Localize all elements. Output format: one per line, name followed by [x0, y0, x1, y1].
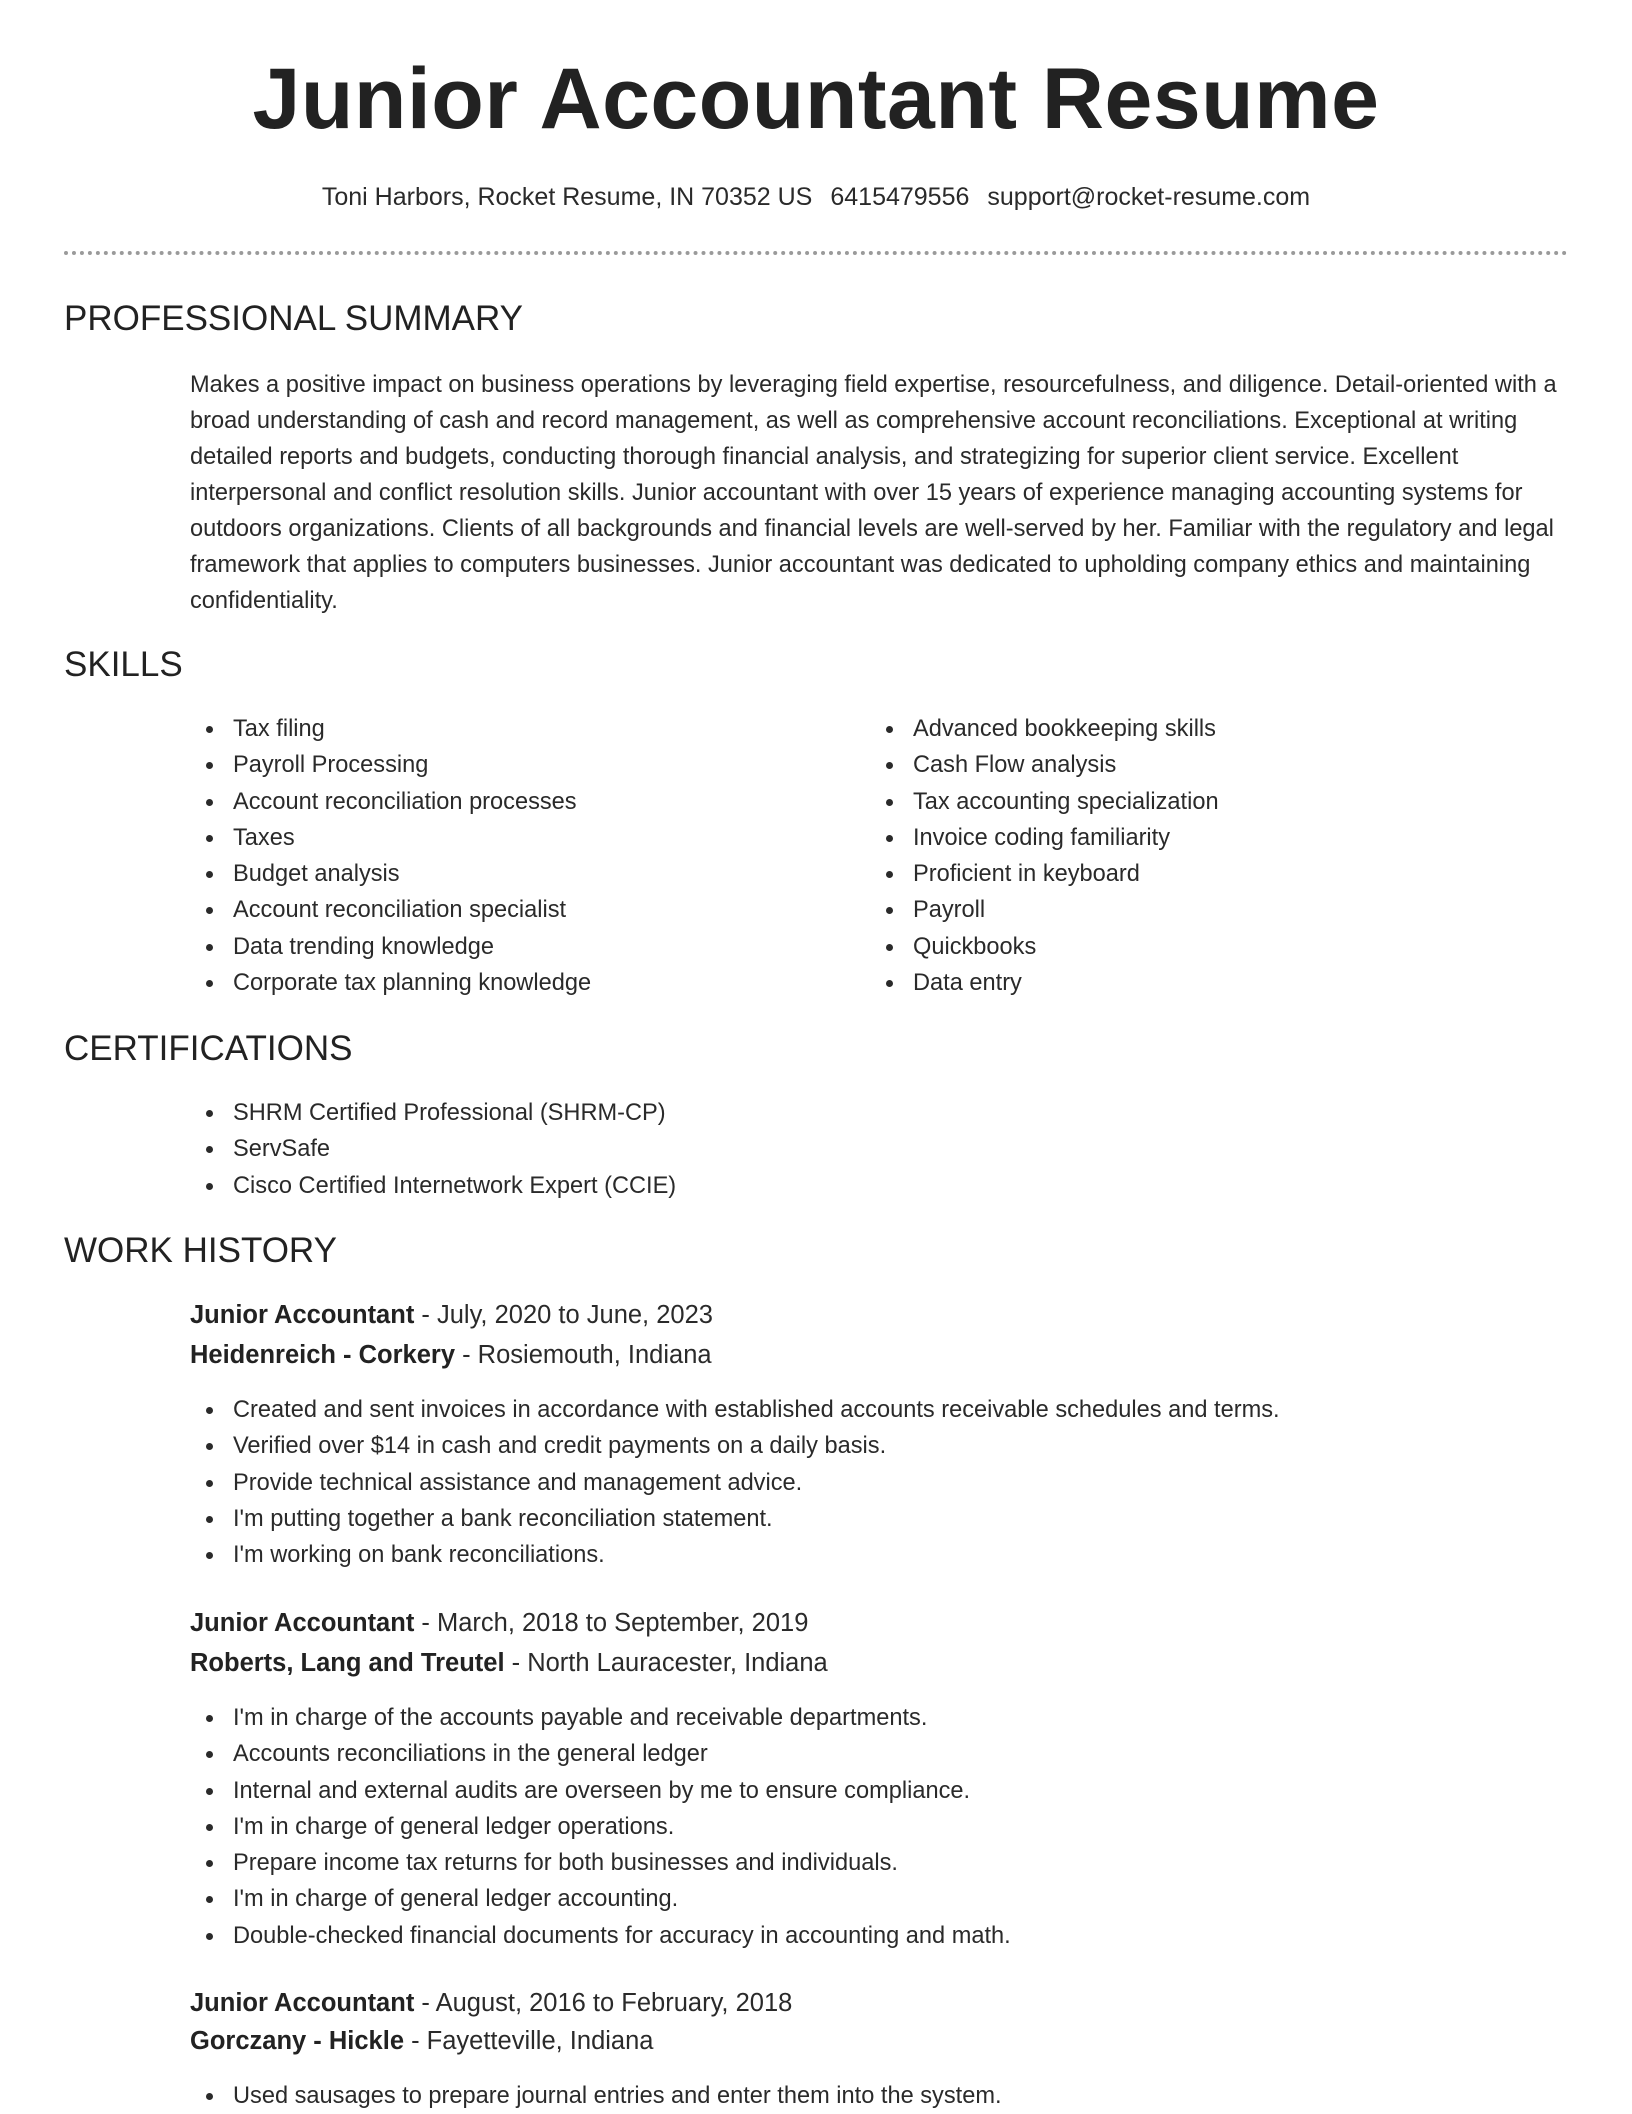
list-item: I'm working on bank reconciliations.	[190, 1537, 1280, 1573]
list-item: Provide technical assistance and management advice.	[190, 1465, 1280, 1501]
list-item: I'm putting together a bank reconciliation statement.	[190, 1501, 1280, 1537]
resume-title: Junior Accountant Resume	[252, 51, 1380, 147]
list-item: Tax filing	[190, 711, 591, 747]
job-dates: - August, 2016 to February, 2018	[414, 1989, 793, 2017]
list-item: ServSafe	[190, 1131, 676, 1167]
job-company: Gorczany - Hickle	[190, 2027, 404, 2055]
job-company: Heidenreich - Corkery	[190, 1341, 456, 1369]
job-title-line	[190, 1609, 808, 1638]
list-item: Prepare income tax returns for both businesses and individuals.	[190, 1845, 1011, 1881]
list-item: Corporate tax planning knowledge	[190, 965, 591, 1001]
certifications-list	[190, 1095, 676, 1204]
job-bullets	[190, 1392, 1280, 1573]
list-item: Used sausages to prepare journal entries and enter them into the system.	[190, 2078, 1002, 2114]
list-item: Payroll Processing	[190, 747, 591, 783]
job-location: - Rosiemouth, Indiana	[455, 1341, 712, 1369]
job-company-line	[190, 2027, 653, 2056]
job-location: - North Lauracester, Indiana	[504, 1649, 828, 1677]
job-title-line	[190, 1989, 792, 2018]
list-item: I'm in charge of the accounts payable and receivable departments.	[190, 1700, 1011, 1736]
list-item: Budget analysis	[190, 856, 591, 892]
list-item: Cisco Certified Internetwork Expert (CCIE)	[190, 1168, 676, 1204]
contact-phone: 6415479556	[830, 183, 970, 211]
job-dates: - July, 2020 to June, 2023	[414, 1301, 713, 1329]
summary-text: Makes a positive impact on business operations by leveraging field expertise, resourcefulness, and diligence. Detail-oriented with a broad understanding of cash and record management, as well as comprehensive account reconciliations. Exceptional at writing detailed reports and budgets, conducting thorough financial analysis, and strategizing for superior client service. Excellent interpersonal and conflict resolution skills. Junior accountant with over 15 years of experience managing accounting systems for outdoors organizations. Clients of all backgrounds and financial levels are well-served by her. Familiar with the regulatory and legal framework that applies to computers businesses. Junior accountant was dedicated to upholding company ethics and maintaining confidentiality.	[190, 372, 1557, 614]
list-item: Tax accounting specialization	[870, 784, 1219, 820]
list-item: Account reconciliation specialist	[190, 892, 591, 928]
list-item: Created and sent invoices in accordance with established accounts receivable schedules and terms.	[190, 1392, 1280, 1428]
contact-email: support@rocket-resume.com	[987, 183, 1311, 211]
skills-heading: SKILLS	[64, 645, 183, 684]
summary-heading: PROFESSIONAL SUMMARY	[64, 299, 523, 338]
contact-line	[0, 183, 1632, 212]
job-company-line	[190, 1341, 712, 1370]
job-title-line	[190, 1301, 713, 1330]
job-title: Junior Accountant	[190, 1609, 415, 1637]
job-title: Junior Accountant	[190, 1301, 415, 1329]
list-item: Account reconciliation processes	[190, 784, 591, 820]
list-item: Data entry	[870, 965, 1219, 1001]
list-item: Quickbooks	[870, 929, 1219, 965]
job-title: Junior Accountant	[190, 1989, 415, 2017]
list-item: Invoice coding familiarity	[870, 820, 1219, 856]
job-company: Roberts, Lang and Treutel	[190, 1649, 505, 1677]
work-history-heading: WORK HISTORY	[64, 1231, 337, 1270]
list-item: Accounts reconciliations in the general ledger	[190, 1736, 1011, 1772]
list-item: SHRM Certified Professional (SHRM-CP)	[190, 1095, 676, 1131]
job-bullets	[190, 2078, 1002, 2114]
list-item: Payroll	[870, 892, 1219, 928]
list-item: Double-checked financial documents for accuracy in accounting and math.	[190, 1918, 1011, 1954]
list-item: I'm in charge of general ledger operations.	[190, 1809, 1011, 1845]
skills-list-right	[870, 711, 1219, 1001]
job-location: - Fayetteville, Indiana	[404, 2027, 654, 2055]
header-divider	[64, 251, 1568, 255]
skills-list-left	[190, 711, 591, 1001]
list-item: Internal and external audits are overseen by me to ensure compliance.	[190, 1773, 1011, 1809]
certifications-heading: CERTIFICATIONS	[64, 1029, 353, 1068]
list-item: Advanced bookkeeping skills	[870, 711, 1219, 747]
job-dates: - March, 2018 to September, 2019	[414, 1609, 809, 1637]
list-item: Proficient in keyboard	[870, 856, 1219, 892]
list-item: I'm in charge of general ledger accounting.	[190, 1881, 1011, 1917]
list-item: Cash Flow analysis	[870, 747, 1219, 783]
list-item: Verified over $14 in cash and credit payments on a daily basis.	[190, 1428, 1280, 1464]
job-company-line	[190, 1649, 828, 1678]
contact-address: Toni Harbors, Rocket Resume, IN 70352 US	[321, 183, 813, 211]
list-item: Data trending knowledge	[190, 929, 591, 965]
list-item: Taxes	[190, 820, 591, 856]
job-bullets	[190, 1700, 1011, 1954]
